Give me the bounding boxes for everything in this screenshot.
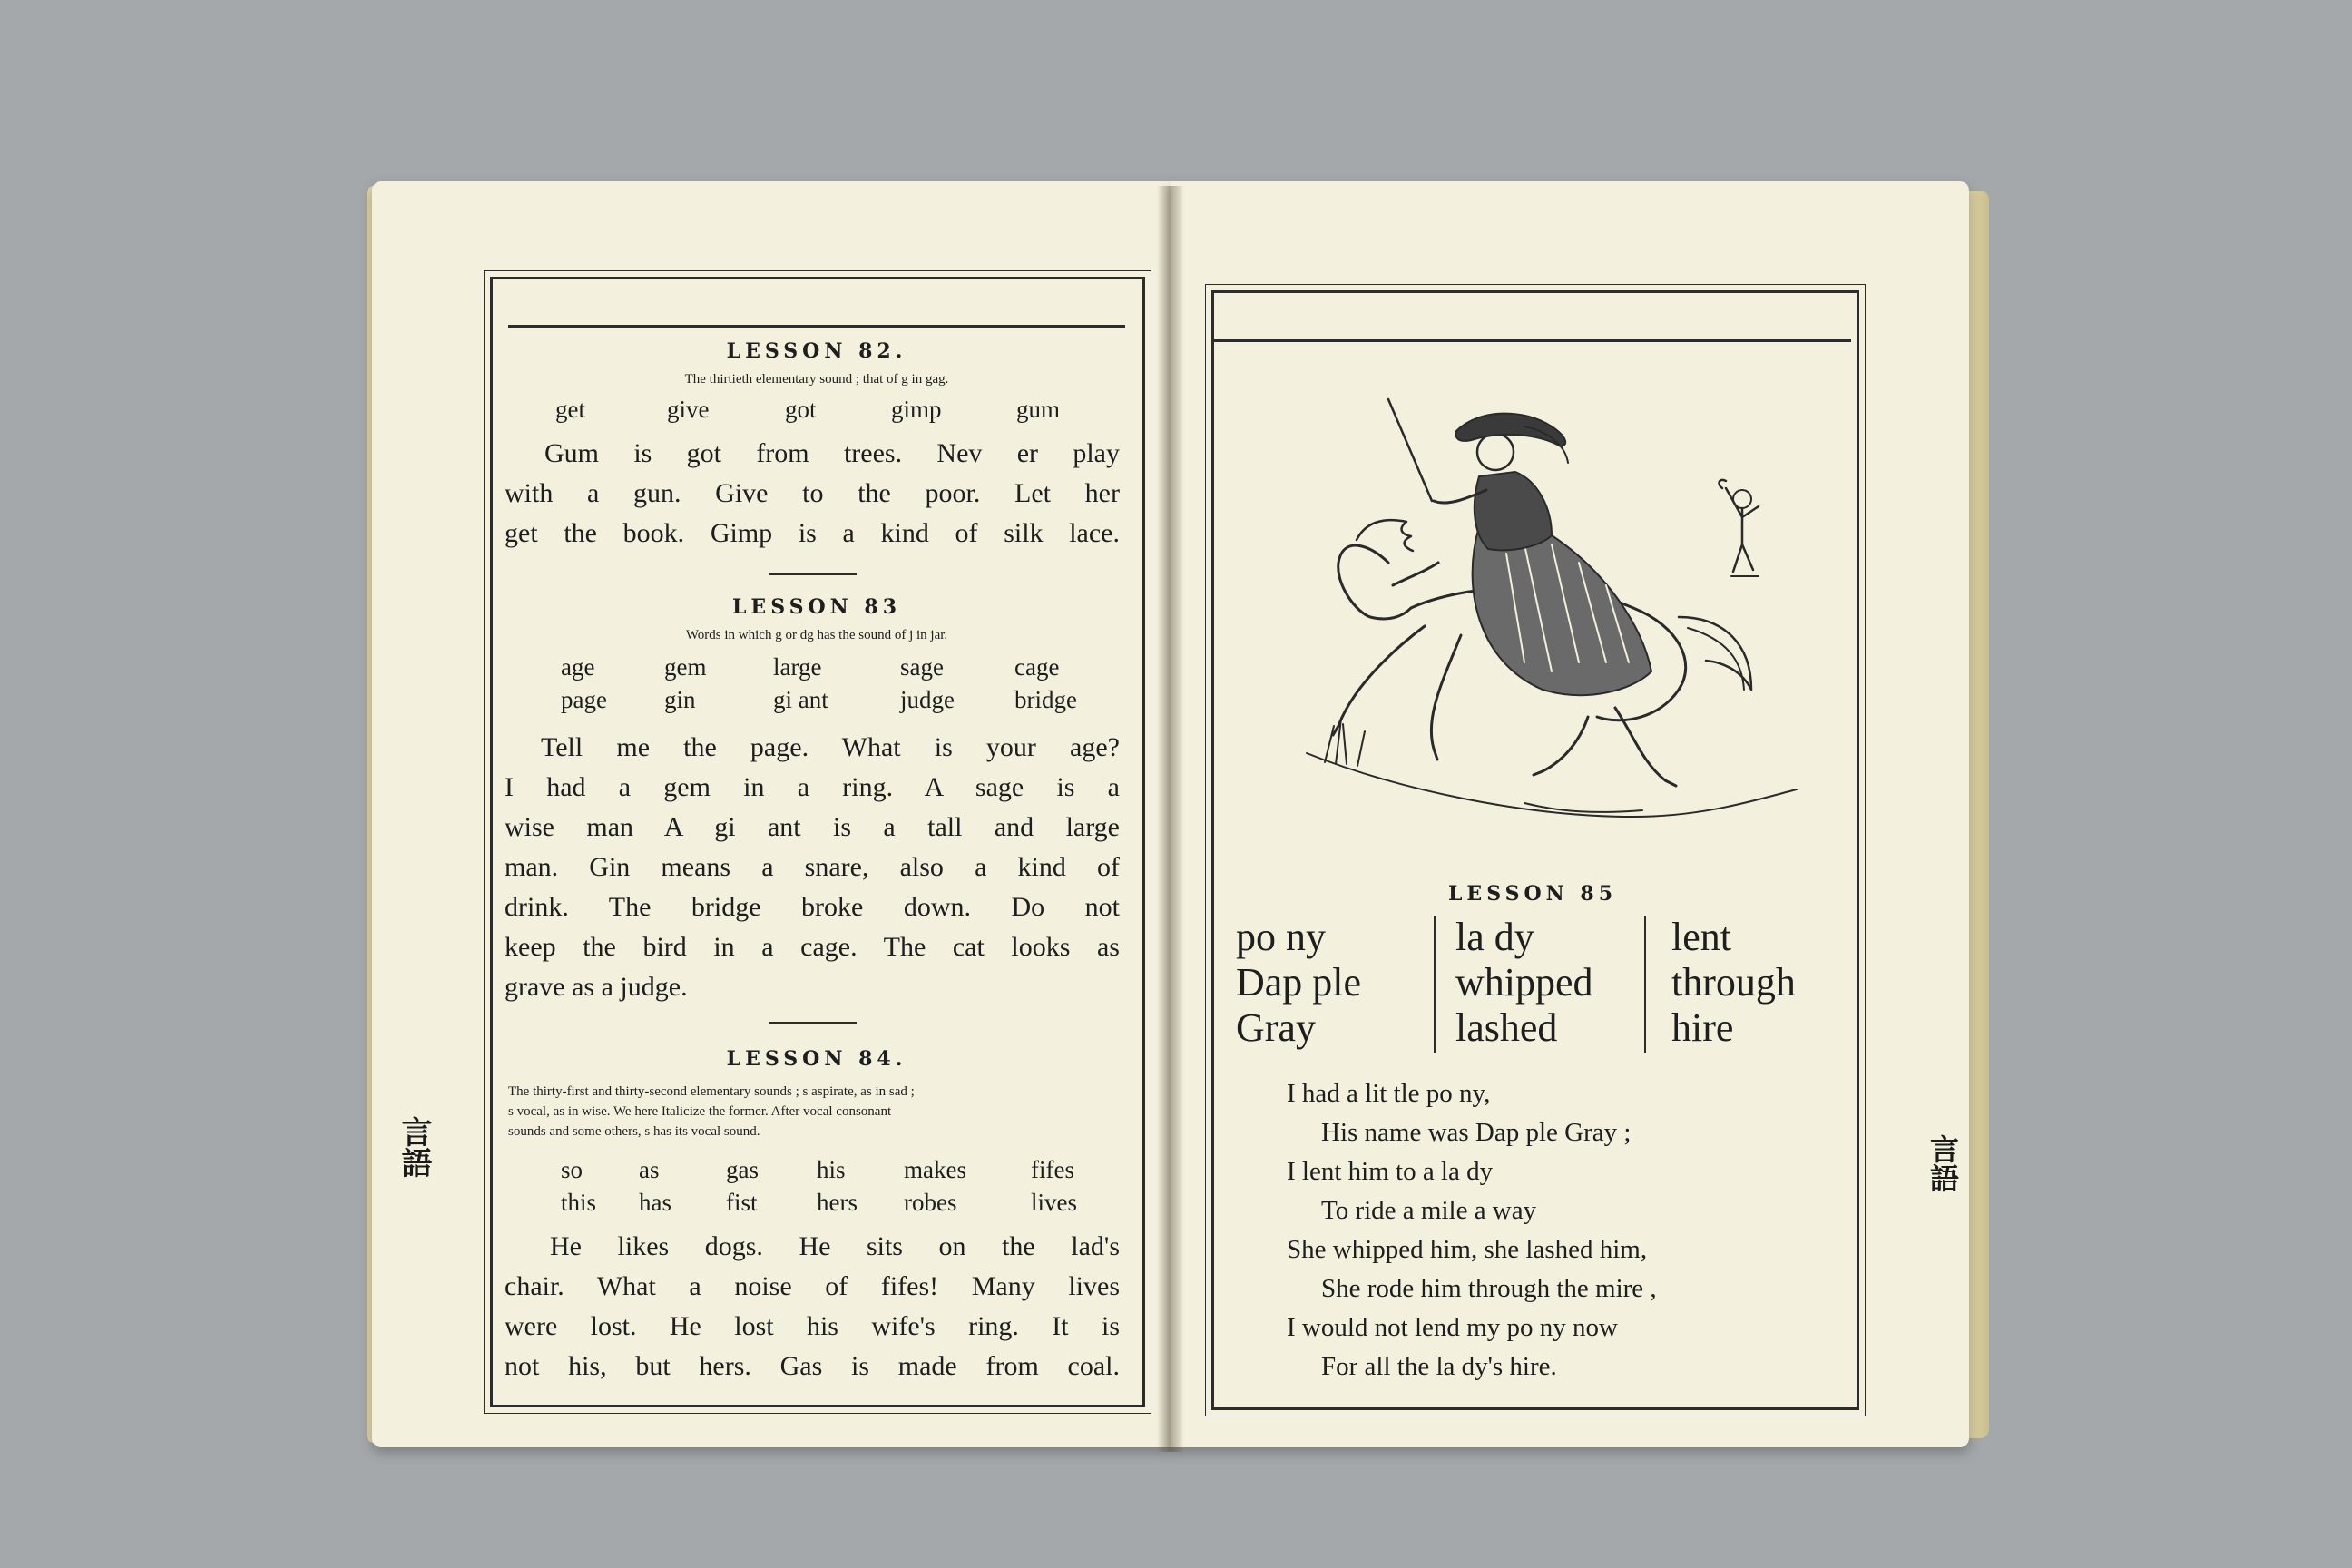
word: robes — [904, 1189, 957, 1216]
word: has — [639, 1189, 671, 1216]
lesson-83-paragraph — [505, 728, 1120, 1007]
column-divider — [1644, 916, 1646, 1053]
text-line: Tell me the page. What is your age? — [541, 732, 1120, 762]
text-line: were lost. He lost his wife's ring. It is — [505, 1311, 1120, 1341]
word: get — [555, 396, 585, 423]
word: po ny — [1236, 915, 1326, 959]
section-divider — [769, 573, 857, 575]
lesson-85-column-3 — [1671, 915, 1796, 1051]
word: lives — [1031, 1189, 1077, 1216]
word: gin — [664, 686, 696, 713]
poem-line: I had a lit tle po ny, — [1287, 1079, 1491, 1108]
lesson-83-note: Words in which g or dg has the sound of j in jar. — [685, 628, 948, 642]
word: gem — [664, 653, 707, 681]
word: whipped — [1455, 960, 1593, 1004]
word: so — [561, 1156, 583, 1183]
word: bridge — [1014, 686, 1077, 713]
word: la dy — [1455, 915, 1534, 959]
left-top-rule — [508, 325, 1125, 328]
text-line: get the book. Gimp is a kind of silk lace. — [505, 518, 1120, 548]
poem-line: His name was Dap ple Gray ; — [1321, 1118, 1632, 1147]
lesson-85-column-2 — [1455, 915, 1593, 1051]
column-divider — [1434, 916, 1436, 1053]
word: through — [1671, 960, 1796, 1004]
text-line: wise man A gi ant is a tall and large — [505, 812, 1120, 842]
text-line: chair. What a noise of fifes! Many lives — [505, 1271, 1120, 1301]
section-divider — [769, 1022, 857, 1024]
word: gi ant — [773, 686, 828, 713]
word: lent — [1671, 915, 1731, 959]
text-line: keep the bird in a cage. The cat looks as — [505, 932, 1120, 962]
right-top-rule — [1214, 339, 1851, 342]
word: as — [639, 1156, 660, 1183]
right-edge-mark: 言語 — [1926, 1134, 1960, 1192]
text-line: Gum is got from trees. Nev er play — [544, 438, 1120, 468]
word: gas — [726, 1156, 759, 1183]
text-line: drink. The bridge broke down. Do not — [505, 892, 1120, 922]
lesson-82-note: The thirtieth elementary sound ; that of g in gag. — [684, 372, 949, 387]
lesson-84-title: LESSON 84. — [726, 1047, 907, 1071]
word: hers — [817, 1189, 858, 1216]
lesson-84-note — [508, 1082, 1125, 1142]
word: judge — [900, 686, 955, 713]
word: hire — [1671, 1005, 1734, 1050]
note-line: s vocal, as in wise. We here Italicize the former. After vocal consonant — [508, 1104, 892, 1119]
text-line: He likes dogs. He sits on the lad's — [550, 1231, 1120, 1261]
poem-line: I lent him to a la dy — [1287, 1157, 1494, 1186]
word: cage — [1014, 653, 1060, 681]
lesson-83-title: LESSON 83 — [731, 595, 902, 619]
poem-line: For all the la dy's hire. — [1321, 1352, 1557, 1381]
word: his — [817, 1156, 846, 1183]
lesson-82-title: LESSON 82. — [726, 339, 907, 363]
text-line: grave as a judge. — [505, 972, 688, 1002]
lesson-84-paragraph — [505, 1227, 1120, 1387]
left-edge-mark: 言語 — [396, 1116, 432, 1178]
note-line: sounds and some others, s has its vocal sound. — [508, 1124, 760, 1139]
lesson-85-poem — [1287, 1074, 1657, 1387]
poem-line: She rode him through the mire , — [1321, 1274, 1657, 1303]
poem-line: I would not lend my po ny now — [1287, 1313, 1618, 1342]
word: Gray — [1236, 1005, 1316, 1050]
word: page — [561, 686, 607, 713]
word: this — [561, 1189, 597, 1216]
note-line: The thirty-first and thirty-second elementary sounds ; s aspirate, as in sad ; — [508, 1084, 915, 1099]
word: give — [667, 396, 710, 423]
word: fist — [726, 1189, 758, 1216]
poem-line: To ride a mile a way — [1321, 1196, 1537, 1225]
word: large — [773, 653, 822, 681]
lesson-85-title: LESSON 85 — [1447, 882, 1618, 906]
illustration-lady-on-pony — [1252, 390, 1815, 844]
word: age — [561, 653, 595, 681]
lesson-82-paragraph — [505, 434, 1120, 554]
lesson-85-column-1 — [1236, 915, 1361, 1051]
text-line: I had a gem in a ring. A sage is a — [505, 772, 1120, 802]
book-spine — [1157, 186, 1184, 1452]
word: fifes — [1031, 1156, 1074, 1183]
word: gum — [1016, 396, 1061, 423]
poem-line: She whipped him, she lashed him, — [1287, 1235, 1648, 1264]
word: gimp — [891, 396, 942, 423]
word: lashed — [1455, 1005, 1558, 1050]
word: makes — [904, 1156, 966, 1183]
word: got — [785, 396, 817, 423]
text-line: with a gun. Give to the poor. Let her — [505, 478, 1120, 508]
text-line: not his, but hers. Gas is made from coal. — [505, 1351, 1120, 1381]
word: sage — [900, 653, 944, 681]
text-line: man. Gin means a snare, also a kind of — [505, 852, 1120, 882]
word: Dap ple — [1236, 960, 1362, 1004]
